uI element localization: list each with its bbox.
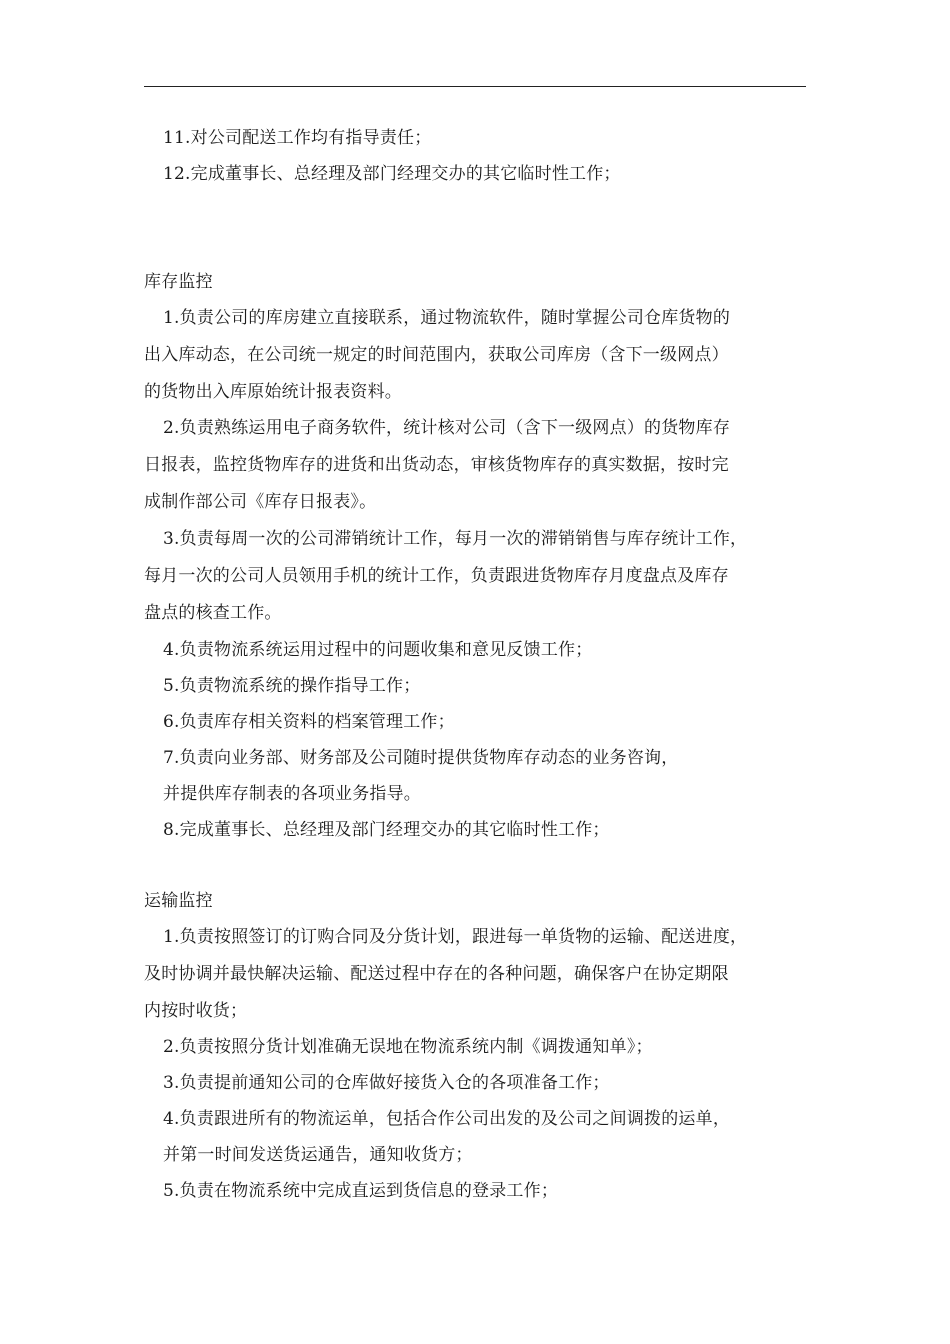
transport-item-4-line-1: 4.负责跟进所有的物流运单，包括合作公司出发的及公司之间调拨的运单，: [163, 1109, 731, 1129]
section-heading-inventory: 库存监控: [144, 272, 213, 292]
transport-item-1-line-3: 内按时收货；: [144, 1001, 248, 1021]
inventory-item-3-line-3: 盘点的核查工作。: [144, 603, 282, 623]
inventory-item-1-line-1: 1.负责公司的库房建立直接联系，通过物流软件，随时掌握公司仓库货物的: [163, 308, 731, 328]
inventory-item-1-line-2: 出入库动态，在公司统一规定的时间范围内，获取公司库房（含下一级网点）: [144, 345, 729, 365]
header-rule: [144, 86, 806, 87]
inventory-item-5: 5.负责物流系统的操作指导工作；: [163, 676, 421, 696]
top-item-12: 12.完成董事长、总经理及部门经理交办的其它临时性工作；: [163, 164, 621, 184]
top-item-11: 11.对公司配送工作均有指导责任；: [163, 128, 432, 148]
inventory-item-3-line-1: 3.负责每周一次的公司滞销统计工作，每月一次的滞销销售与库存统计工作，: [163, 529, 748, 549]
inventory-item-3-line-2: 每月一次的公司人员领用手机的统计工作，负责跟进货物库存月度盘点及库存: [144, 566, 729, 586]
transport-item-1-line-2: 及时协调并最快解决运输、配送过程中存在的各种问题，确保客户在协定期限: [144, 964, 729, 984]
inventory-item-4: 4.负责物流系统运用过程中的问题收集和意见反馈工作；: [163, 640, 593, 660]
transport-item-5: 5.负责在物流系统中完成直运到货信息的登录工作；: [163, 1181, 559, 1201]
inventory-item-6: 6.负责库存相关资料的档案管理工作；: [163, 712, 455, 732]
inventory-item-2-line-3: 成制作部公司《库存日报表》。: [144, 492, 377, 512]
inventory-item-8: 8.完成董事长、总经理及部门经理交办的其它临时性工作；: [163, 820, 610, 840]
inventory-item-2-line-2: 日报表，监控货物库存的进货和出货动态，审核货物库存的真实数据，按时完: [144, 455, 729, 475]
inventory-item-1-line-3: 的货物出入库原始统计报表资料。: [144, 382, 402, 402]
inventory-item-7-line-2: 并提供库存制表的各项业务指导。: [163, 784, 421, 804]
transport-item-2: 2.负责按照分货计划准确无误地在物流系统内制《调拨通知单》；: [163, 1037, 653, 1057]
transport-item-3: 3.负责提前通知公司的仓库做好接货入仓的各项准备工作；: [163, 1073, 610, 1093]
section-heading-transport: 运输监控: [144, 891, 213, 911]
inventory-item-7-line-1: 7.负责向业务部、财务部及公司随时提供货物库存动态的业务咨询，: [163, 748, 679, 768]
transport-item-4-line-2: 并第一时间发送货运通告，通知收货方；: [163, 1145, 473, 1165]
inventory-item-2-line-1: 2.负责熟练运用电子商务软件，统计核对公司（含下一级网点）的货物库存: [163, 418, 731, 438]
transport-item-1-line-1: 1.负责按照签订的订购合同及分货计划，跟进每一单货物的运输、配送进度，: [163, 927, 748, 947]
